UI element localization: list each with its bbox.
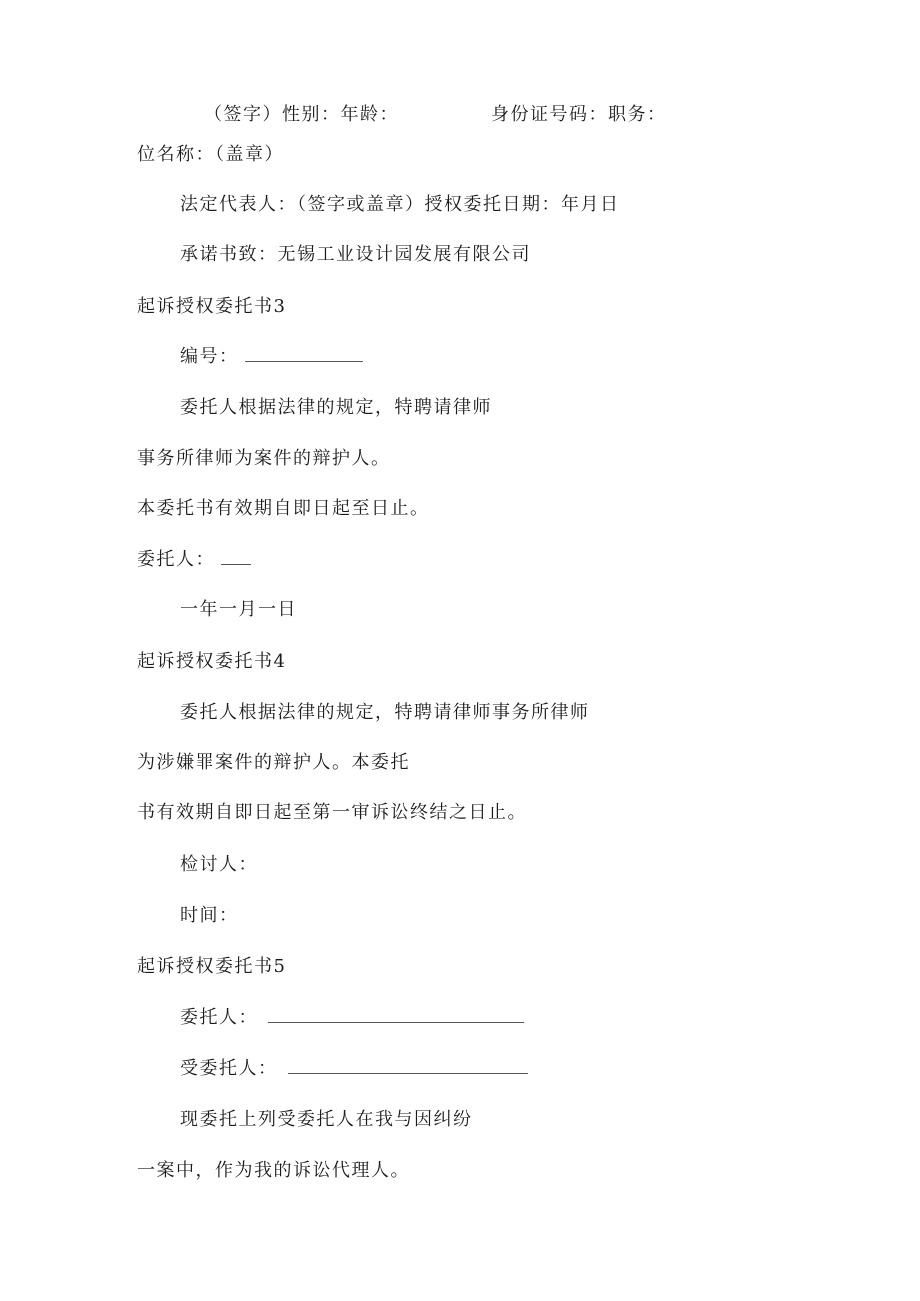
section-heading-4: 起诉授权委托书4 [137,651,287,672]
client-signature-line [137,548,251,572]
validity-first-instance-line: 书有效期自即日起至第一审诉讼终结之日止。 [137,802,527,823]
commitment-letter-line: 承诺书致：无锡工业设计园发展有限公司 [180,244,531,265]
litigation-agent-line: 一案中，作为我的诉讼代理人。 [137,1160,410,1181]
client-blank [221,548,251,565]
unit-name-seal-line: 位名称：（盖章） [137,144,284,165]
criminal-case-defender-line: 为涉嫌罪案件的辩护人。本委托 [137,752,410,773]
section-heading-5: 起诉授权委托书5 [137,956,287,977]
dispute-entrust-line: 现委托上列受委托人在我与因纠纷 [180,1109,473,1130]
law-firm-defender-line: 事务所律师为案件的辩护人。 [137,448,391,469]
signature-gender-age-text: （签字）性别：年龄： [204,104,399,125]
signature-gender-age-line [204,103,667,127]
time-line: 时间： [180,905,239,926]
client-engages-lawyer-line: 委托人根据法律的规定，特聘请律师 [180,397,492,418]
client-field-label: 委托人： [180,1007,258,1028]
reviewer-line: 检讨人： [180,854,258,875]
agent-field-blank [288,1057,528,1074]
client-field-line [180,1006,524,1030]
legal-representative-line: 法定代表人：（签字或盖章）授权委托日期：年月日 [180,194,620,215]
agent-field-label: 受委托人： [180,1058,278,1079]
serial-number-label: 编号： [180,346,239,367]
client-field-blank [268,1006,524,1023]
id-number-position-text: 身份证号码：职务： [491,104,667,125]
serial-number-line [180,345,363,369]
client-engages-law-firm-line: 委托人根据法律的规定，特聘请律师事务所律师 [180,702,590,723]
validity-period-line: 本委托书有效期自即日起至日止。 [137,498,430,519]
client-label: 委托人： [137,549,215,570]
agent-field-line [180,1057,528,1081]
section-heading-3: 起诉授权委托书3 [137,296,287,317]
date-line: 一年一月一日 [180,599,297,620]
serial-number-blank [245,345,363,362]
